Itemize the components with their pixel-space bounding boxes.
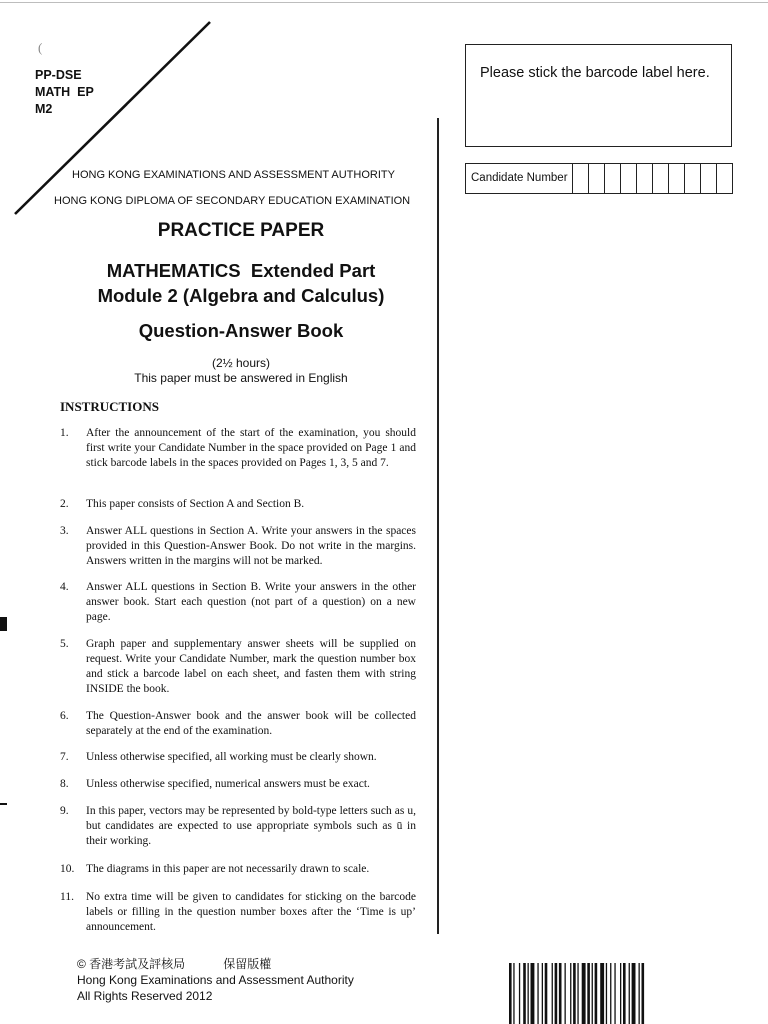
barcode-bar xyxy=(523,963,526,1024)
copyright-english: Hong Kong Examinations and Assessment Authority xyxy=(77,973,354,987)
barcode-bar xyxy=(513,963,514,1024)
barcode-bar xyxy=(555,963,558,1024)
paper-code-line: PP-DSE xyxy=(35,68,82,82)
barcode-bar xyxy=(629,963,630,1024)
instruction-number: 11. xyxy=(60,891,74,903)
instruction-text: No extra time will be given to candidates for sticking on the barcode labels or filling in the question number boxes after the ‘Time is up’ announcement. xyxy=(86,891,416,933)
barcode-bar xyxy=(600,963,604,1024)
paper-code-line: MATH EP xyxy=(35,85,94,99)
barcode-bar xyxy=(587,963,590,1024)
copyright-footer xyxy=(77,956,354,1004)
barcode-bar xyxy=(606,963,607,1024)
barcode-bar xyxy=(545,963,548,1024)
barcode-box-text: Please stick the barcode label here. xyxy=(480,65,710,81)
instruction-text: The Question-Answer book and the answer book will be collected separately at the end of the examination. xyxy=(86,710,416,737)
barcode-bar xyxy=(552,963,553,1024)
instruction-text: The diagrams in this paper are not necessarily drawn to scale. xyxy=(86,863,370,875)
barcode-bar xyxy=(565,963,566,1024)
subject-line-1: MATHEMATICS Extended Part xyxy=(106,260,376,281)
barcode-bar xyxy=(573,963,576,1024)
barcode-bar xyxy=(509,963,512,1024)
barcode-bar xyxy=(519,963,520,1024)
barcode-bar xyxy=(639,963,640,1024)
language-note: This paper must be answered in English xyxy=(134,371,348,385)
barcode-bar xyxy=(528,963,529,1024)
duration: (2½ hours) xyxy=(211,356,271,370)
barcode-bar xyxy=(559,963,562,1024)
barcode-bar xyxy=(632,963,636,1024)
corner-pencil-mark: ( xyxy=(38,40,43,55)
copyright-chinese: © 香港考試及評核局 xyxy=(77,957,186,971)
authority-name: HONG KONG EXAMINATIONS AND ASSESSMENT AUTHORITY xyxy=(72,169,395,181)
barcode-bar xyxy=(620,963,621,1024)
instruction-text: Unless otherwise specified, all working must be clearly shown. xyxy=(86,751,377,763)
instruction-number: 8. xyxy=(60,778,69,790)
instruction-text: Unless otherwise specified, numerical answers must be exact. xyxy=(86,778,370,790)
instruction-number: 5. xyxy=(60,638,69,650)
instruction-text: This paper consists of Section A and Section B. xyxy=(86,498,305,510)
barcode-bar xyxy=(577,963,578,1024)
examination-name: HONG KONG DIPLOMA OF SECONDARY EDUCATION EXAMINATION xyxy=(54,195,411,207)
barcode-bar xyxy=(582,963,586,1024)
instruction-number: 2. xyxy=(60,498,69,510)
practice-paper-title: PRACTICE PAPER xyxy=(157,220,325,241)
barcode-bar xyxy=(542,963,543,1024)
book-title: Question-Answer Book xyxy=(138,320,344,341)
barcode-bar xyxy=(642,963,645,1024)
barcode-bar xyxy=(623,963,626,1024)
instruction-number: 10. xyxy=(60,863,75,875)
barcode-bar xyxy=(592,963,593,1024)
barcode-image xyxy=(507,963,737,1024)
scan-edge-mark xyxy=(0,803,7,805)
instruction-text: After the announcement of the start of the examination, you should first write your Candidate Number in the space provided on Page 1 and stick barcode labels in the spaces provided on Pages 1, 3, 5 and 7. xyxy=(86,427,416,469)
instructions-heading: INSTRUCTIONS xyxy=(60,399,159,414)
barcode-bar xyxy=(614,963,615,1024)
instruction-text: Graph paper and supplementary answer sheets will be supplied on request. Write your Candidate Number, mark the question number box and stick a barcode label on each sheet, and fasten them with string INSIDE the book. xyxy=(86,638,416,695)
barcode-bar xyxy=(570,963,571,1024)
instruction-number: 1. xyxy=(60,427,69,439)
instruction-text: In this paper, vectors may be represented by bold-type letters such as u, but candidates are expected to use appropriate symbols such as ū in their working. xyxy=(86,805,416,847)
barcode-bar xyxy=(537,963,538,1024)
instruction-text: Answer ALL questions in Section A. Write your answers in the spaces provided in this Question-Answer Book. Do not write in the margins. Answers written in the margins will not be marked. xyxy=(86,525,416,567)
barcode-bar xyxy=(595,963,598,1024)
instruction-number: 6. xyxy=(60,710,69,722)
paper-code-line: M2 xyxy=(35,102,53,116)
barcode-bar xyxy=(610,963,611,1024)
rights-reserved-chinese: 保留版權 xyxy=(223,957,272,971)
instruction-text: Answer ALL questions in Section B. Write your answers in the other answer book. Start each question (not part of a question) on a new page. xyxy=(86,581,416,623)
scan-edge-mark xyxy=(0,617,7,631)
instruction-number: 3. xyxy=(60,525,69,537)
instruction-number: 9. xyxy=(60,805,69,817)
barcode-bar xyxy=(531,963,535,1024)
instruction-number: 4. xyxy=(60,581,69,593)
instruction-number: 7. xyxy=(60,751,69,763)
rights-reserved-english: All Rights Reserved 2012 xyxy=(77,989,213,1003)
subject-line-2: Module 2 (Algebra and Calculus) xyxy=(97,285,385,306)
candidate-number-label: Candidate Number xyxy=(466,164,573,193)
